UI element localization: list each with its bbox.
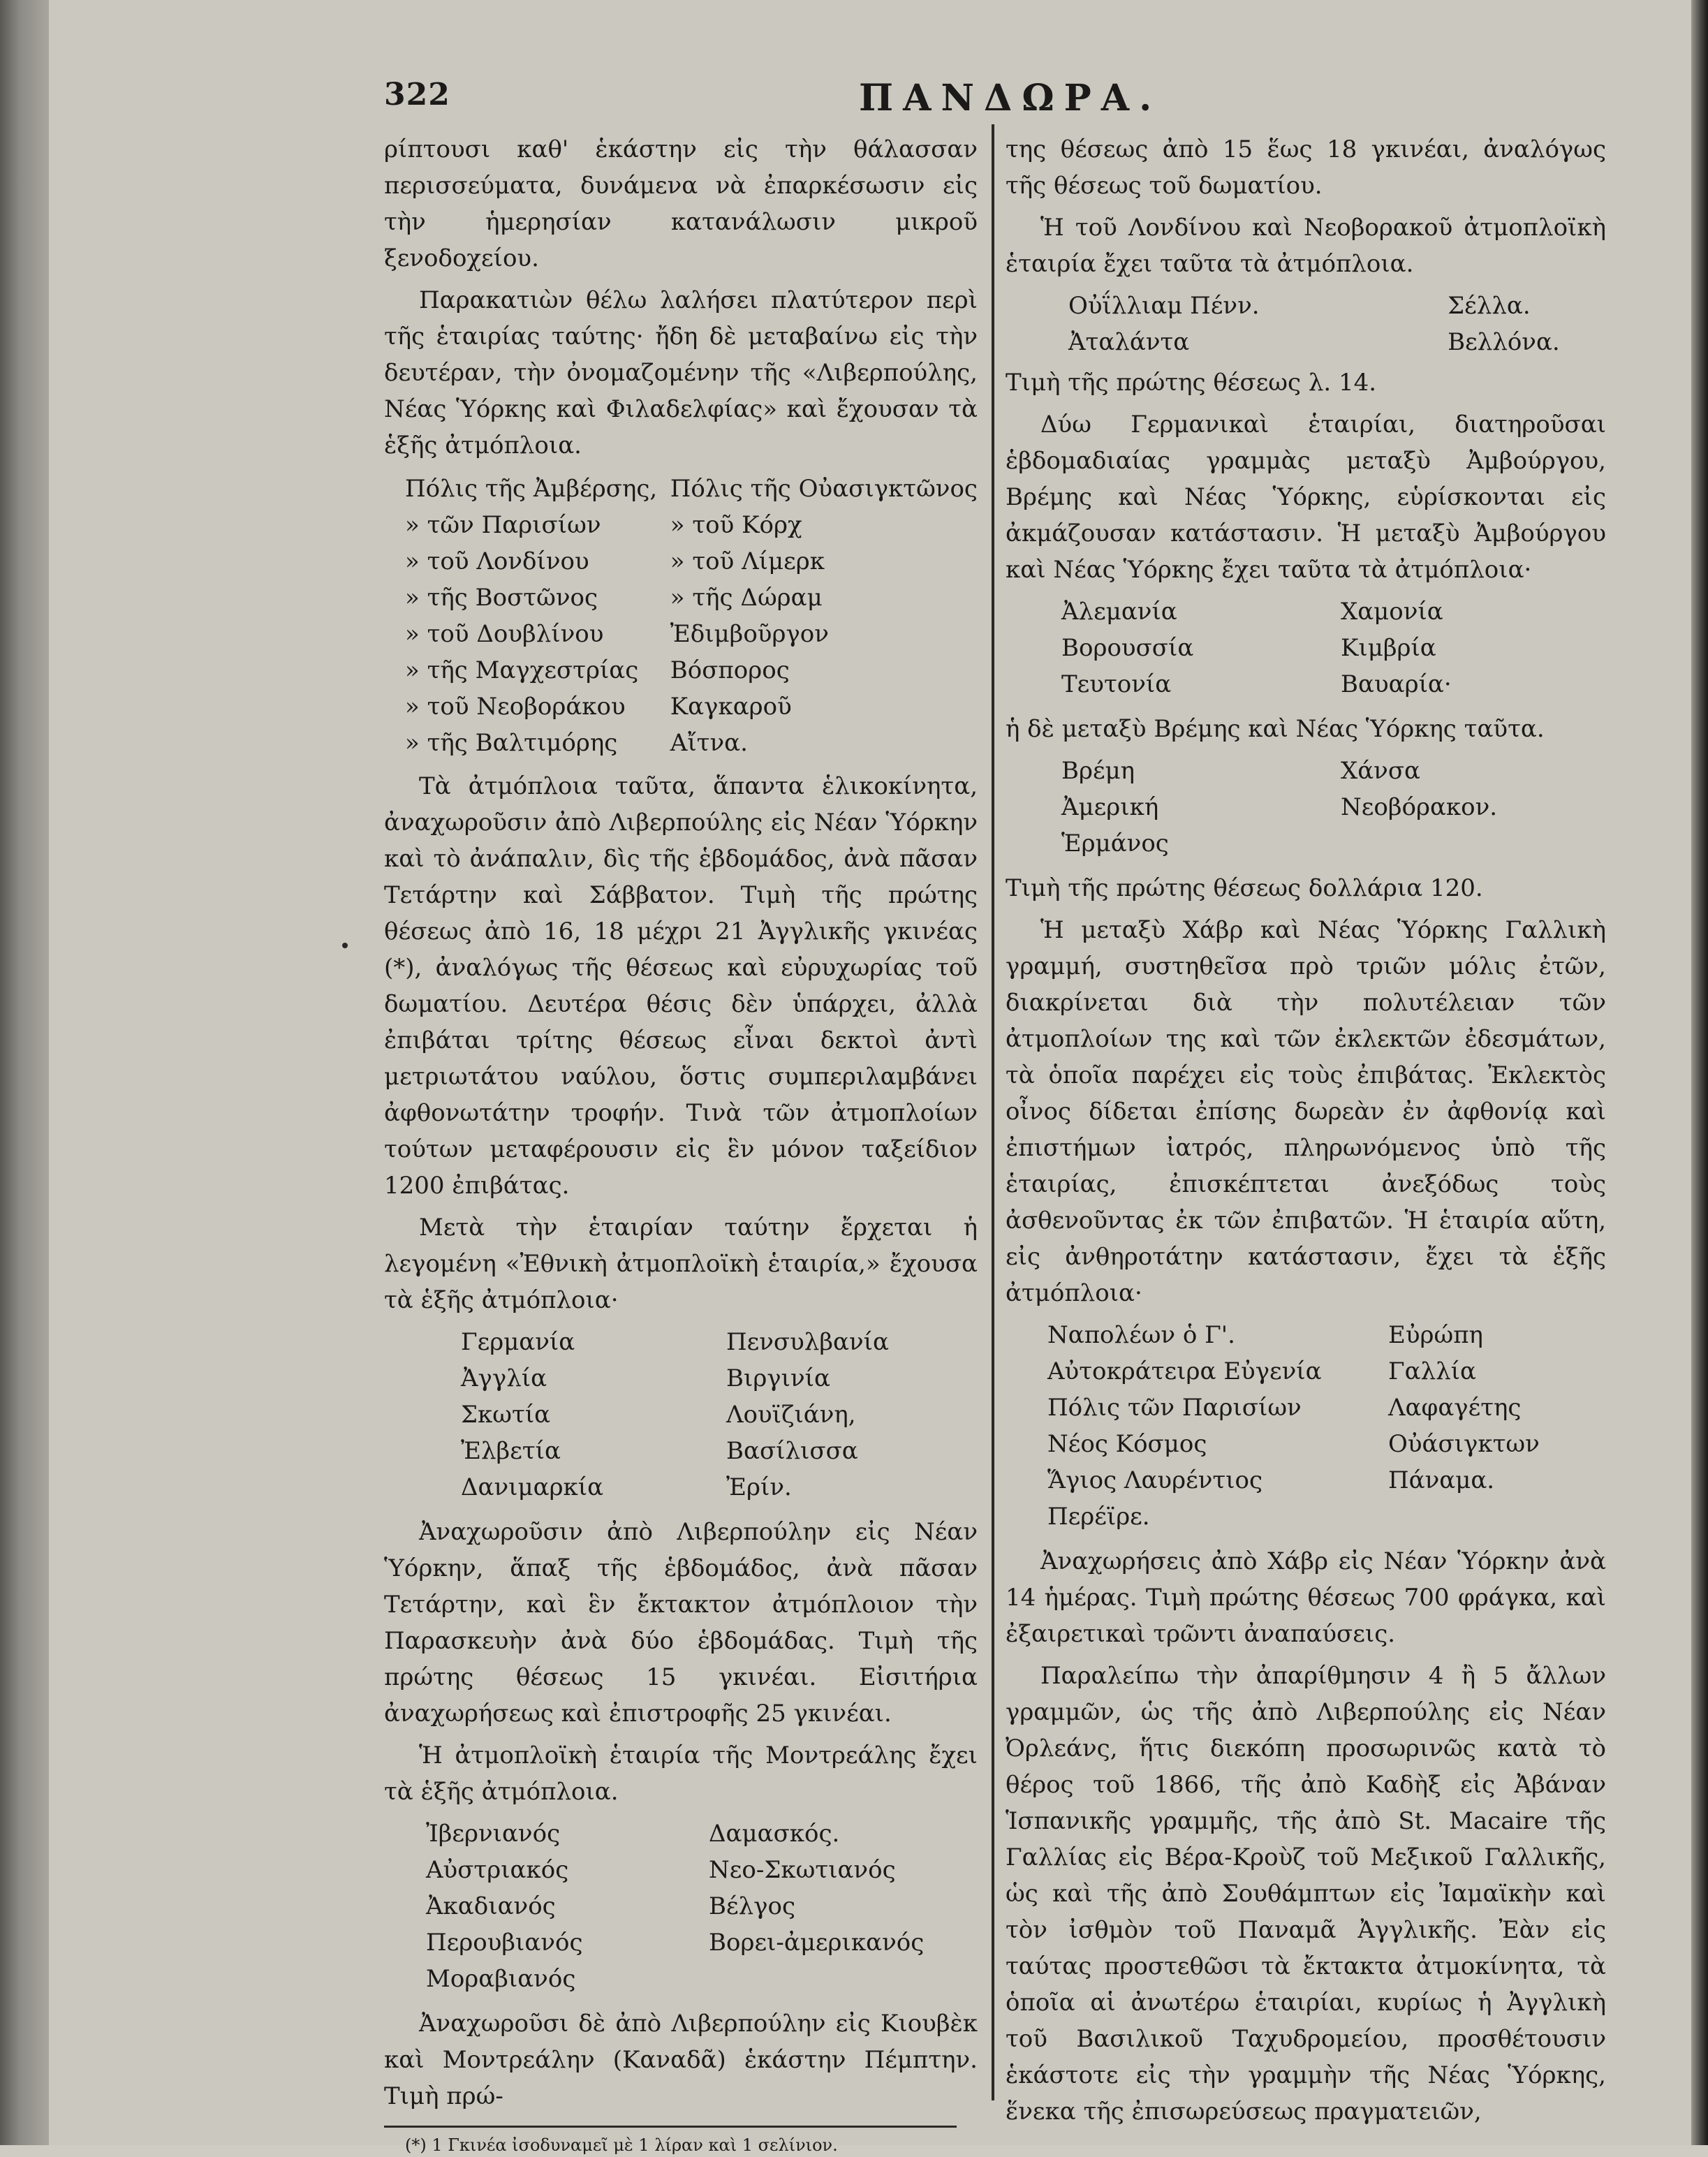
paragraph: Ἡ ἀτμοπλοϊκὴ ἑταιρία τῆς Μοντρεάλης ἔχει τὰ ἑξῆς ἀτμόπλοια.	[384, 1742, 978, 1806]
ship-name: Ἐλβετία	[461, 1437, 561, 1465]
left-column	[384, 131, 978, 2157]
ship-name: Ἀγγλία	[461, 1364, 547, 1392]
ship-name: » τῆς Βαλτιμόρης	[405, 729, 618, 757]
ship-list-havre	[1006, 1317, 1606, 1535]
ship-name: » τῆς Δώραμ	[670, 584, 823, 612]
ship-name: Αὐστριακός	[426, 1856, 569, 1884]
ship-name	[1267, 324, 1441, 360]
ship-name: Οὐάσιγκτων	[1388, 1430, 1540, 1458]
ship-list-national	[384, 1324, 978, 1506]
ship-name: Ἀταλάντα	[1068, 328, 1190, 356]
footnote: (*) 1 Γκινέα ἰσοδυναμεῖ μὲ 1 λίραν καὶ 1 σελίνιον.	[405, 2135, 838, 2155]
ship-name: Ναπολέων ὁ Γ'.	[1047, 1321, 1235, 1349]
ship-name: Βρέμη	[1061, 757, 1135, 785]
ship-name: » τοῦ Δουβλίνου	[405, 620, 604, 648]
ship-name: Εὐρώπη	[1388, 1321, 1483, 1349]
ship-name: Ἑρμάνος	[1061, 830, 1169, 857]
paragraph: Ἀναχωρήσεις ἀπὸ Χάβρ εἰς Νέαν Ὑόρκην ἀνὰ 14 ἡμέρας. Τιμὴ πρώτης θέσεως 700 φράγκα, καὶ ἐξαιρετικαὶ τρῶντι ἀναπαύσεις.	[1006, 1547, 1606, 1648]
footnote-rule	[384, 2126, 957, 2128]
ship-name: Ἀκαδιανός	[426, 1892, 556, 1920]
paragraph: Ἀναχωροῦσιν ἀπὸ Λιβερπούλην εἰς Νέαν Ὑόρκην, ἅπαξ τῆς ἑβδομάδος, ἀνὰ πᾶσαν Τετάρτην, καὶ ἓν ἔκτακτον ἀτμόπλοιον τὴν Παρασκευὴν ἀνὰ δύο ἑβδομάδας. Τιμὴ τῆς πρώτης θέσεως 15 γκινέαι. Εἰσιτήρια ἀναχωρήσεως καὶ ἐπιστροφῆς 25 γκινέαι.	[384, 1518, 978, 1728]
ship-name: Βορει-ἀμερικανός	[709, 1929, 925, 1957]
ship-name: Περουβιανός	[426, 1929, 583, 1957]
paragraph: Ἡ μεταξὺ Χάβρ καὶ Νέας Ὑόρκης Γαλλικὴ γραμμή, συστηθεῖσα πρὸ τριῶν μόλις ἐτῶν, διακρίνεται διὰ τὴν πολυτέλειαν τῶν ἀτμοπλοίων της καὶ τῶν ἐκλεκτῶν ἐδεσμάτων, τὰ ὁποῖα παρέχει εἰς τοὺς ἐπιβάτας. Ἐκλεκτὸς οἶνος δίδεται ἐπίσης δωρεὰν ἐν ἀφθονίᾳ καὶ ἐπιστήμων ἰατρός, πληρωνόμενος ὑπὸ τῆς ἑταιρίας, ἐπισκέπτεται ἀνεξόδως τοὺς ἀσθενοῦντας ἐκ τῶν ἐπιβατῶν. Ἡ ἑταιρία αὕτη, εἰς ἀνθηροτάτην κατάστασιν, ἔχει τὰ ἑξῆς ἀτμόπλοια·	[1006, 916, 1606, 1307]
ship-name: » τοῦ Λίμερκ	[670, 547, 825, 575]
ship-name: » τῆς Μαγχεστρίας	[405, 656, 639, 684]
paragraph: Παραλείπω τὴν ἀπαρίθμησιν 4 ἢ 5 ἄλλων γραμμῶν, ὡς τῆς ἀπὸ Λιβερπούλης εἰς Νέαν Ὀρλεάνς, ἥτις διεκόπη προσωρινῶς κατὰ τὸ θέρος τοῦ 1866, τῆς ἀπὸ Καδὴξ εἰς Ἀβάναν Ἱσπανικῆς γραμμῆς, τῆς ἀπὸ St. Macaire τῆς Γαλλίας εἰς Βέρα-Κροὺζ τοῦ Μεξικοῦ Γαλλικῆς, ὡς καὶ τῆς ἀπὸ Σουθάμπτων εἰς Ἰαμαϊκὴν καὶ τὸν ἰσθμὸν τοῦ Παναμᾶ Ἀγγλικῆς. Ἐὰν εἰς ταύτας προστεθῶσι τὰ ἔκτακτα ἀτμοκίνητα, τὰ ὁποῖα αἱ ἀνωτέρω ἑταιρίαι, κυρίως ἡ Ἀγγλικὴ τοῦ Βασιλικοῦ Ταχυδρομείου, προσθέτουσιν ἑκάστοτε εἰς τὴν γραμμὴν τῆς Νέας Ὑόρκης, ἕνεκα τῆς ἐπισωρεύσεως πραγματειῶν,	[1006, 1662, 1606, 2126]
ship-name: Χαμονία	[1341, 598, 1443, 626]
ship-list-london	[1006, 288, 1606, 360]
ship-name: » τοῦ Κόρχ	[670, 511, 802, 539]
ship-name: Καγκαροῦ	[670, 693, 792, 721]
ship-name: Περέϊρε.	[1047, 1503, 1150, 1531]
ship-name: » τοῦ Νεοβοράκου	[405, 693, 626, 721]
ship-name: Ἀμερική	[1061, 793, 1159, 821]
ship-name: Ἀλεμανία	[1061, 598, 1177, 626]
ship-name: Ἅγιος Λαυρέντιος	[1047, 1466, 1263, 1494]
right-column	[1006, 131, 1606, 2135]
ship-name: Νεο-Σκωτιανός	[709, 1856, 896, 1884]
ink-dot	[342, 943, 348, 948]
ship-name: » τῶν Παρισίων	[405, 511, 601, 539]
paragraph: ἡ δὲ μεταξὺ Βρέμης καὶ Νέας Ὑόρκης ταῦτα.	[1006, 715, 1545, 743]
ship-name: Βορουσσία	[1061, 634, 1194, 662]
page-header	[384, 77, 1627, 119]
ship-name: Μοραβιανός	[426, 1965, 576, 1993]
ship-name: Πόλις τῆς Ἀμβέρσης,	[405, 475, 658, 503]
ship-name: Βαυαρία·	[1341, 670, 1452, 698]
paragraph: Παρακατιὼν θέλω λαλήσει πλατύτερον περὶ τῆς ἑταιρίας ταύτης· ἤδη δὲ μεταβαίνω εἰς τὴν δευτέραν, τὴν ὀνομαζομένην τῆς «Λιβερπούλης, Νέας Ὑόρκης καὶ Φιλαδελφίας» καὶ ἔχουσαν τὰ ἑξῆς ἀτμόπλοια.	[384, 286, 978, 459]
ship-name: Σκωτία	[461, 1401, 551, 1429]
ship-name: Λουϊζιάνη,	[726, 1401, 856, 1429]
ship-name: Βόσπορος	[670, 656, 790, 684]
ship-name: Αἴτνα.	[670, 729, 748, 757]
book-spine-edge	[0, 0, 49, 2145]
ship-list-hamburg	[1006, 594, 1606, 702]
ship-name	[1388, 1499, 1606, 1535]
paragraph: Ἡ τοῦ Λονδίνου καὶ Νεοβορακοῦ ἀτμοπλοϊκὴ ἑταιρία ἔχει ταῦτα τὰ ἀτμόπλοια.	[1006, 214, 1606, 278]
ship-name: Βελλόνα.	[1448, 328, 1560, 356]
ship-list-bremen	[1006, 753, 1606, 862]
running-title: ΠΑΝΔΩΡΑ.	[859, 77, 1162, 119]
ship-name: Δανιμαρκία	[461, 1473, 604, 1501]
paragraph: Τὰ ἀτμόπλοια ταῦτα, ἅπαντα ἑλικοκίνητα, ἀναχωροῦσιν ἀπὸ Λιβερπούλης εἰς Νέαν Ὑόρκην καὶ τὸ ἀνάπαλιν, δὶς τῆς ἑβδομάδος, ἀνὰ πᾶσαν Τετάρτην καὶ Σάββατον. Τιμὴ τῆς πρώτης θέσεως ἀπὸ 16, 18 μέχρι 21 Ἀγγλικῆς γκινέας (*), ἀναλόγως τῆς θέσεως καὶ εὐρυχωρίας τοῦ δωματίου. Δευτέρα θέσις δὲν ὑπάρχει, ἀλλὰ ἐπιβάται τρίτης θέσεως εἶναι δεκτοὶ ἀντὶ μετριωτάτου ναύλου, ὅστις συμπεριλαμβάνει ἀφθονωτάτην τροφήν. Τινὰ τῶν ἀτμοπλοίων τούτων μεταφέρουσιν εἰς ἓν μόνον ταξείδιον 1200 ἐπιβάτας.	[384, 772, 978, 1200]
ship-name: Τευτονία	[1061, 670, 1172, 698]
paragraph: Τιμὴ τῆς πρώτης θέσεως λ. 14.	[1006, 369, 1377, 397]
page-right-edge	[1691, 0, 1708, 2145]
ship-name: Δαμασκός.	[709, 1820, 840, 1848]
ship-name: Πάναμα.	[1388, 1466, 1495, 1494]
ship-list-liverpool-ny-philadelphia	[384, 471, 978, 761]
ship-name: Γερμανία	[461, 1328, 575, 1356]
ship-name: Κιμβρία	[1341, 634, 1436, 662]
ship-name: Ἐρίν.	[726, 1473, 792, 1501]
ship-list-montreal	[384, 1816, 978, 1997]
ship-name: » τῆς Βοστῶνος	[405, 584, 598, 612]
ship-name	[1267, 288, 1441, 324]
ship-name: Βασίλισσα	[726, 1437, 858, 1465]
ship-name: Ἰβερνιανός	[426, 1820, 561, 1848]
paragraph: Μετὰ τὴν ἑταιρίαν ταύτην ἔρχεται ἡ λεγομένη «Ἐθνικὴ ἀτμοπλοϊκὴ ἑταιρία,» ἔχουσα τὰ ἑξῆς ἀτμόπλοια·	[384, 1214, 978, 1314]
ship-name: Πόλις τῶν Παρισίων	[1047, 1394, 1302, 1422]
ship-name: Βιργινία	[726, 1364, 830, 1392]
ship-name: Ἐδιμβοῦργον	[670, 620, 829, 648]
paragraph: Ἀναχωροῦσι δὲ ἀπὸ Λιβερπούλην εἰς Κιουβὲκ καὶ Μοντρεάλην (Καναδᾶ) ἑκάστην Πέμπτην. Τιμὴ πρώ-	[384, 2010, 978, 2110]
ship-name: » τοῦ Λονδίνου	[405, 547, 589, 575]
ship-name: Πόλις τῆς Οὐασιγκτῶνος	[670, 475, 978, 503]
ship-name	[709, 1961, 978, 1997]
ship-name: Οὐΐλλιαμ Πένν.	[1068, 292, 1260, 320]
paragraph: ρίπτουσι καθ' ἑκάστην εἰς τὴν θάλασσαν περισσεύματα, δυνάμενα νὰ ἐπαρκέσωσιν εἰς τὴν ἡμερησίαν κατανάλωσιν μικροῦ ξενοδοχείου.	[384, 135, 978, 272]
ship-name: Αὐτοκράτειρα Εὐγενία	[1047, 1357, 1322, 1385]
ship-name: Πενσυλβανία	[726, 1328, 889, 1356]
ship-name: Νεοβόρακον.	[1341, 793, 1498, 821]
ship-name	[1341, 825, 1606, 862]
paragraph: Τιμὴ τῆς πρώτης θέσεως δολλάρια 120.	[1006, 874, 1483, 902]
paragraph: της θέσεως ἀπὸ 15 ἕως 18 γκινέαι, ἀναλόγως τῆς θέσεως τοῦ δωματίου.	[1006, 135, 1606, 200]
ship-name: Λαφαγέτης	[1388, 1394, 1522, 1422]
paragraph: Δύω Γερμανικαὶ ἑταιρίαι, διατηροῦσαι ἑβδομαδιαίας γραμμὰς μεταξὺ Ἀμβούργου, Βρέμης καὶ Νέας Ὑόρκης, εὑρίσκονται εἰς ἀκμάζουσαν κατάστασιν. Ἡ μεταξὺ Ἀμβούργου καὶ Νέας Ὑόρκης ἔχει ταῦτα τὰ ἀτμόπλοια·	[1006, 411, 1606, 584]
ship-name: Χάνσα	[1341, 757, 1421, 785]
ship-name: Γαλλία	[1388, 1357, 1476, 1385]
ship-name: Νέος Κόσμος	[1047, 1430, 1207, 1458]
ship-name: Σέλλα.	[1448, 292, 1531, 320]
ship-name: Βέλγος	[709, 1892, 795, 1920]
page-number: 322	[384, 77, 450, 112]
column-divider	[992, 124, 994, 2100]
